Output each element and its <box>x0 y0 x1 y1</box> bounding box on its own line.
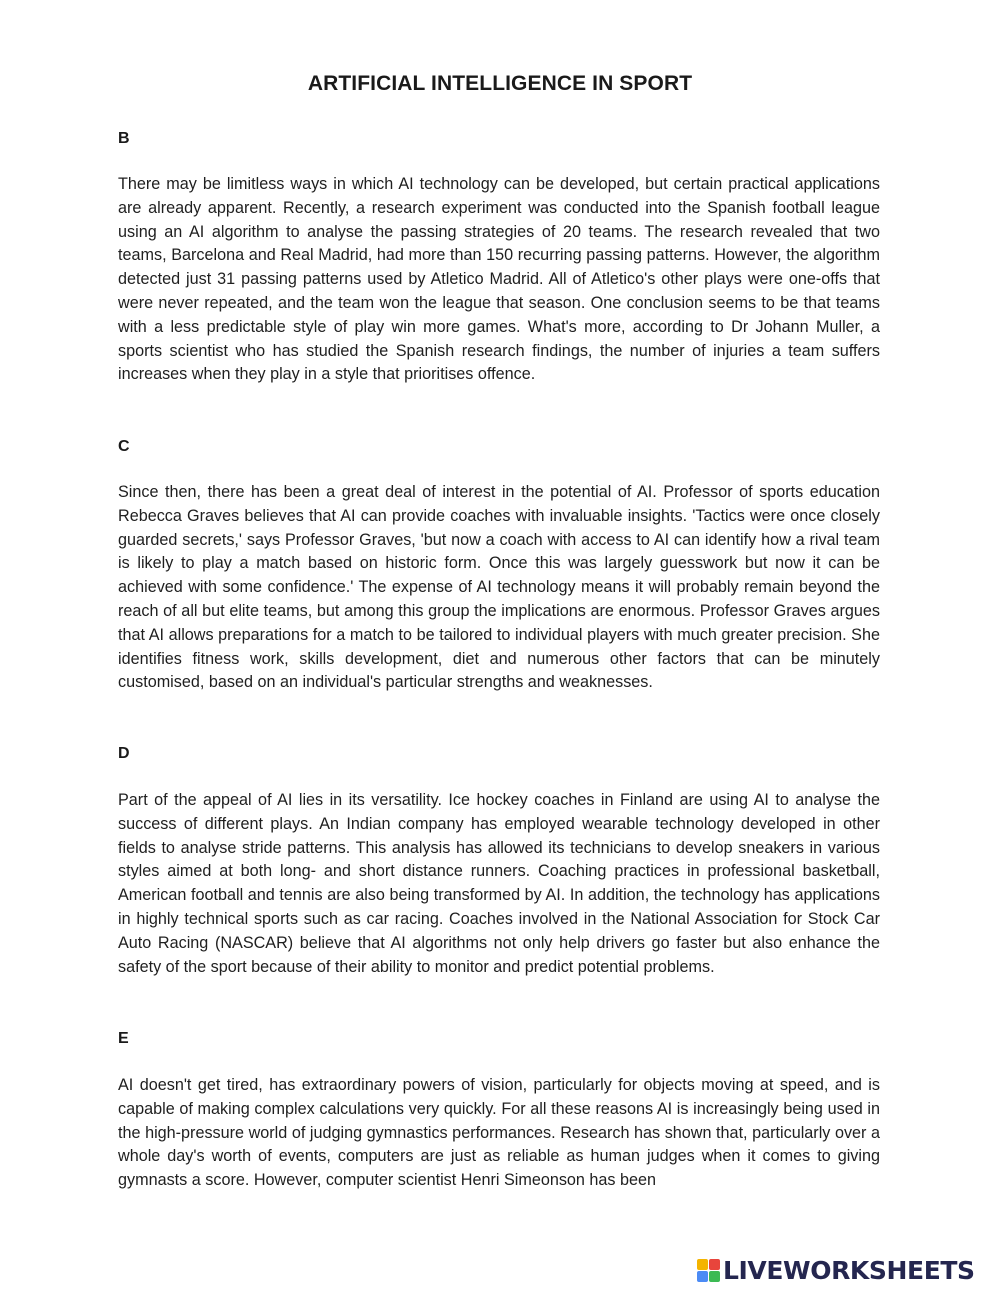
liveworksheets-logo <box>697 1253 975 1287</box>
liveworksheets-logo-icon <box>697 1259 720 1282</box>
section-e-paragraph: AI doesn't get tired, has extraordinary powers of vision, particularly for objects moving at speed, and is capable of making complex calculations very quickly. For all these reasons AI is increasingly being used in the high-pressure world of judging gymnastics performances. Research has shown that, particularly over a whole day's worth of events, computers are just as reliable as human judges when it comes to giving gymnasts a score. However, computer scientist Henri Simeonson has been <box>118 1076 880 1190</box>
logo-square-red <box>709 1259 720 1270</box>
section-letter-b: B <box>118 130 130 147</box>
logo-square-yellow <box>697 1259 708 1270</box>
section-letter-e: E <box>118 1030 129 1047</box>
section-c-paragraph: Since then, there has been a great deal of interest in the potential of AI. Professor of sports education Rebecca Graves believes that AI can provide coaches with invaluable insights. 'Tactics were once closely guarded secrets,' says Professor Graves, 'but now a coach with access to AI can identify how a rival team is likely to play a match based on historic form. Once this was largely guesswork but now it can be achieved with some confidence.' The expense of AI technology means it will probably remain beyond the reach of all but elite teams, but among this group the implications are enormous. Professor Graves argues that AI allows preparations for a match to be tailored to individual players with much greater precision. She identifies fitness work, skills development, diet and numerous other factors that can be minutely customised, based on an individual's particular strengths and weaknesses. <box>118 483 880 692</box>
page-title: ARTIFICIAL INTELLIGENCE IN SPORT <box>307 72 693 95</box>
liveworksheets-logo-text: LIVEWORKSHEETS <box>723 1255 975 1285</box>
section-letter-d: D <box>118 745 130 762</box>
section-d-paragraph: Part of the appeal of AI lies in its versatility. Ice hockey coaches in Finland are using AI to analyse the success of different plays. An Indian company has employed wearable technology developed in other fields to analyse stride patterns. This analysis has allowed its technicians to develop sneakers in various styles aimed at both long- and short distance runners. Coaching practices in professional basketball, American football and tennis are also being transformed by AI. In addition, the technology has applications in highly technical sports such as car racing. Coaches involved in the National Association for Stock Car Auto Racing (NASCAR) believe that AI algorithms not only help drivers go faster but also enhance the safety of the sport because of their ability to monitor and predict potential problems. <box>118 791 880 976</box>
section-letter-c: C <box>118 438 130 455</box>
logo-square-blue <box>697 1271 708 1282</box>
section-b-paragraph: There may be limitless ways in which AI technology can be developed, but certain practical applications are already apparent. Recently, a research experiment was conducted into the Spanish football league using an AI algorithm to analyse the passing strategies of 20 teams. The research revealed that two teams, Barcelona and Real Madrid, had more than 150 recurring passing patterns. However, the algorithm detected just 31 passing patterns used by Atletico Madrid. All of Atletico's other plays were one-offs that were never repeated, and the team won the league that season. One conclusion seems to be that teams with a less predictable style of play win more games. What's more, according to Dr Johann Muller, a sports scientist who has studied the Spanish research findings, the number of injuries a team suffers increases when they play in a style that prioritises offence. <box>118 175 880 384</box>
logo-square-green <box>709 1271 720 1282</box>
